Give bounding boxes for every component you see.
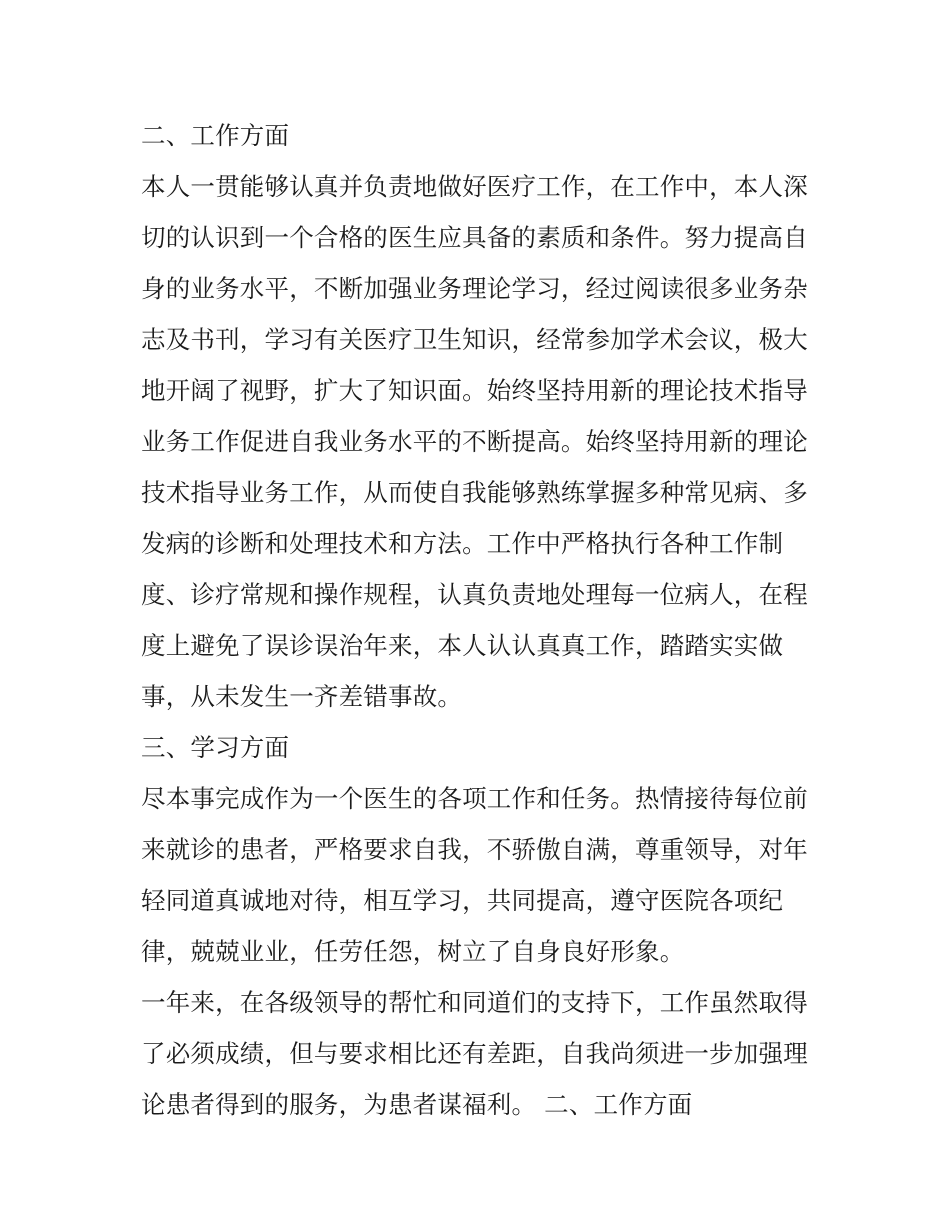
paragraph-line: 尽本事完成作为一个医生的各项工作和任务。热情接待每位前: [141, 784, 808, 813]
paragraph-line: 度上避免了误诊误治年来，本人认认真真工作，踏踏实实做: [141, 631, 784, 660]
section-heading-work: 二、工作方面: [141, 121, 290, 150]
paragraph-line: 律，兢兢业业，任劳任怨，树立了自身良好形象。: [141, 937, 685, 966]
section-heading-study: 三、学习方面: [141, 733, 290, 762]
paragraph-line: 度、诊疗常规和操作规程，认真负责地处理每一位病人，在程: [141, 580, 808, 609]
paragraph-line: 身的业务水平，不断加强业务理论学习，经过阅读很多业务杂: [141, 274, 808, 303]
paragraph-line: 地开阔了视野，扩大了知识面。始终坚持用新的理论技术指导: [141, 376, 808, 405]
paragraph-line: 论患者得到的服务，为患者谋福利。 二、工作方面: [141, 1090, 693, 1119]
paragraph-line: 了必须成绩，但与要求相比还有差距，自我尚须进一步加强理: [141, 1039, 808, 1068]
paragraph-line: 切的认识到一个合格的医生应具备的素质和条件。努力提高自: [141, 223, 808, 252]
paragraph-line: 轻同道真诚地对待，相互学习，共同提高，遵守医院各项纪: [141, 886, 784, 915]
paragraph-line: 一年来，在各级领导的帮忙和同道们的支持下，工作虽然取得: [141, 988, 808, 1017]
paragraph-line: 业务工作促进自我业务水平的不断提高。始终坚持用新的理论: [141, 427, 808, 456]
paragraph-line: 本人一贯能够认真并负责地做好医疗工作，在工作中，本人深: [141, 172, 808, 201]
paragraph-line: 发病的诊断和处理技术和方法。工作中严格执行各种工作制: [141, 529, 784, 558]
paragraph-line: 技术指导业务工作，从而使自我能够熟练掌握多种常见病、多: [141, 478, 808, 507]
paragraph-line: 来就诊的患者，严格要求自我，不骄傲自满，尊重领导，对年: [141, 835, 808, 864]
document-body: [141, 110, 813, 1130]
paragraph-line: 志及书刊，学习有关医疗卫生知识，经常参加学术会议，极大: [141, 325, 808, 354]
paragraph-line: 事，从未发生一齐差错事故。: [141, 682, 463, 711]
